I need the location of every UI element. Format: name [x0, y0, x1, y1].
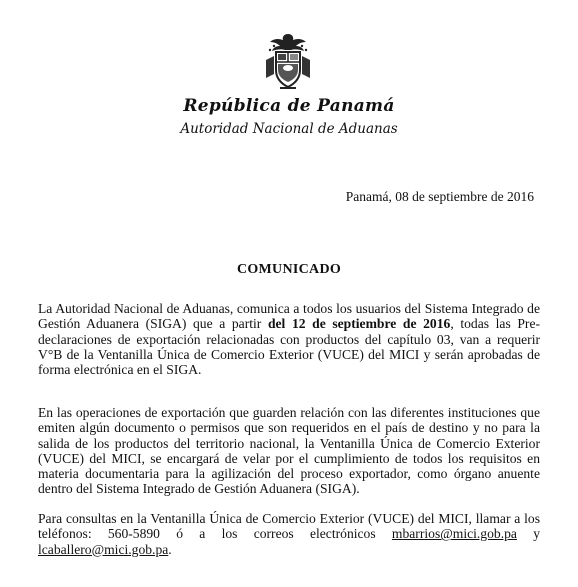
header-title: República de Panamá	[183, 96, 395, 116]
paragraph-2: En las operaciones de exportación que guarden relación con las diferentes instituciones que emiten algún documento o permisos que son requeridos en el país de destino y no para la salida de los productos del territorio nacional, la Ventanilla Única de Comercio Exterior (VUCE) del MICI, se encargará de velar por el cumplimiento de todos los requisitos en materia documentaria para la agilización del proceso exportador, como órgano anuente dentro del Sistema Integrado de Gestión Aduanera (SIGA).	[38, 405, 540, 497]
email-link-mbarrios[interactable]: mbarrios@mici.gob.pa	[391, 526, 517, 542]
paragraph-1-bold-date: del 12 de septiembre de 2016	[267, 316, 451, 332]
paragraph-3-text-a: Para consultas en la Ventanilla Única de Comercio Exterior (VUCE) del MICI, llamar a los teléfonos: 560-5890 ó a los correos electrónicos	[38, 511, 540, 542]
email-link-lcaballero[interactable]: lcaballero@mici.gob.pa	[38, 541, 169, 557]
paragraph-3-text-b: y	[516, 526, 540, 542]
paragraph-1	[38, 301, 540, 377]
document-date: Panamá, 08 de septiembre de 2016	[345, 189, 534, 204]
header-subtitle: Autoridad Nacional de Aduanas	[180, 121, 398, 137]
paragraph-1-text-a: La Autoridad Nacional de Aduanas, comunica a todos los usuarios del Sistema Integrado de Gestión Aduanera (SIGA) que a partir	[38, 301, 540, 332]
paragraph-1-text-b: , todas las Pre-declaraciones de exportación relacionadas con productos del capítulo 03, van a requerir V°B de la Ventanilla Única de Comercio Exterior (VUCE) del MICI y serán aprobadas de forma electrónica en el SIGA.	[38, 316, 541, 378]
document-heading: COMUNICADO	[236, 262, 342, 277]
paragraph-3	[38, 511, 540, 557]
panama-coat-of-arms-icon	[256, 30, 320, 94]
paragraph-3-text-c: .	[168, 541, 172, 557]
